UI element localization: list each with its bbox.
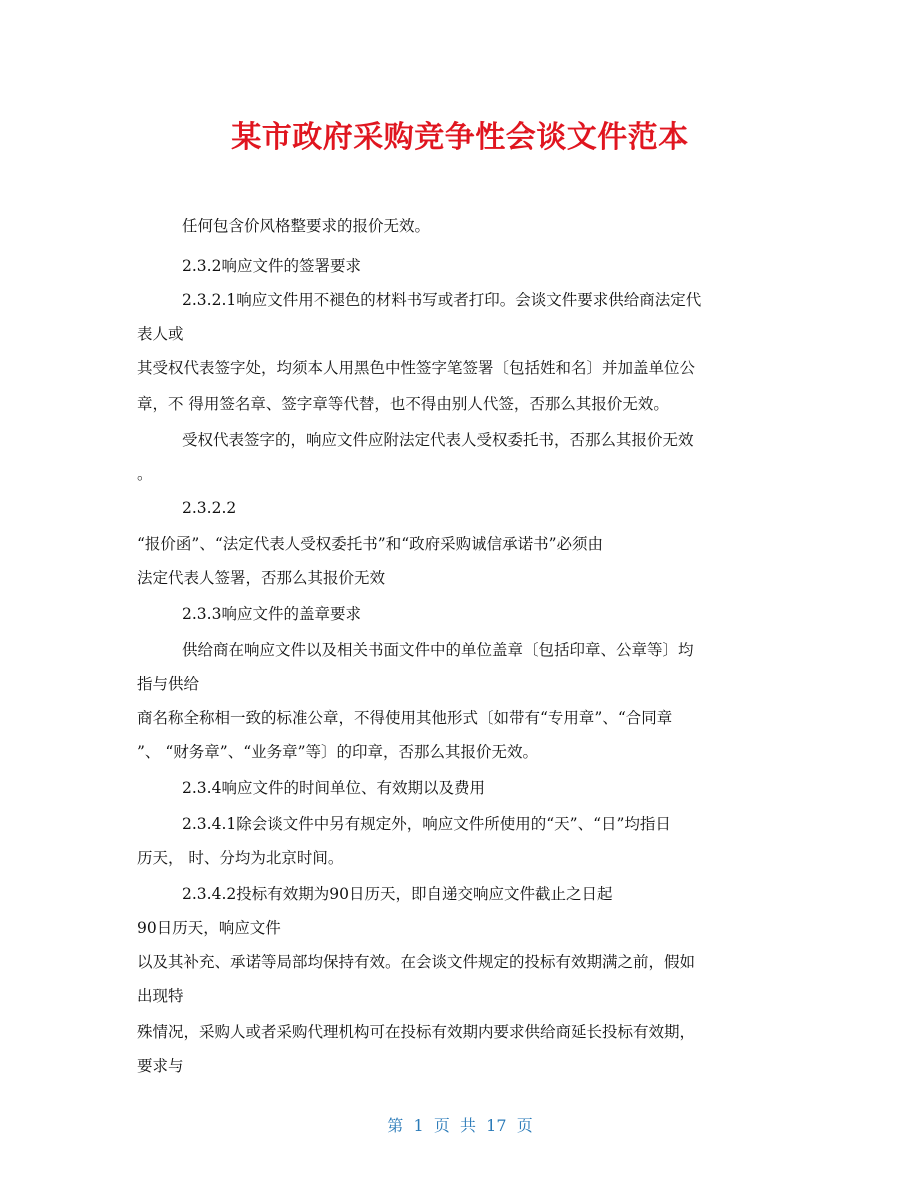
body-line: 表人或 bbox=[137, 325, 184, 343]
body-line: 法定代表人签署，否那么其报价无效 bbox=[137, 569, 386, 587]
body-line: 2.3.3响应文件的盖章要求 bbox=[182, 605, 361, 623]
body-line: 2.3.4.1除会谈文件中另有规定外，响应文件所使用的“天”、“日”均指日 bbox=[182, 815, 671, 833]
body-line: 商名称全称相一致的标准公章，不得使用其他形式〔如带有“专用章”、“合同章 bbox=[137, 709, 673, 727]
body-line: ”、 “财务章”、“业务章”等〕的印章，否那么其报价无效。 bbox=[137, 743, 539, 761]
body-line: 出现特 bbox=[137, 987, 184, 1005]
body-line: 供给商在响应文件以及相关书面文件中的单位盖章〔包括印章、公章等〕均 bbox=[182, 641, 694, 659]
body-line: 要求与 bbox=[137, 1057, 184, 1075]
body-line: 90日历天，响应文件 bbox=[137, 919, 281, 937]
body-line: 2.3.2响应文件的签署要求 bbox=[182, 257, 361, 275]
body-line: 受权代表签字的，响应文件应附法定代表人受权委托书，否那么其报价无效 bbox=[182, 431, 694, 449]
page-number: 第 1 页 共 17 页 bbox=[387, 1116, 533, 1135]
body-line: 章，不 得用签名章、签字章等代替，也不得由别人代签，否那么其报价无效。 bbox=[137, 395, 669, 413]
body-line: 历天， 时、分均为北京时间。 bbox=[137, 849, 344, 867]
body-line: 2.3.4响应文件的时间单位、有效期以及费用 bbox=[182, 779, 485, 797]
body-line: 2.3.2.1响应文件用不褪色的材料书写或者打印。会谈文件要求供给商法定代 bbox=[182, 291, 702, 309]
body-line: “报价函”、“法定代表人受权委托书”和“政府采购诚信承诺书”必须由 bbox=[137, 535, 604, 553]
body-line: 其受权代表签字处，均须本人用黑色中性签字笔签署〔包括姓和名〕并加盖单位公 bbox=[137, 359, 696, 377]
body-line: 指与供给 bbox=[137, 675, 200, 693]
body-line: 以及其补充、承诺等局部均保持有效。在会谈文件规定的投标有效期满之前，假如 bbox=[137, 953, 696, 971]
body-line: 殊情况，采购人或者采购代理机构可在投标有效期内要求供给商延长投标有效期， bbox=[137, 1023, 696, 1041]
body-line: 2.3.2.2 bbox=[182, 499, 237, 517]
document-title: 某市政府采购竞争性会谈文件范本 bbox=[231, 120, 689, 155]
body-line: 。 bbox=[137, 465, 153, 483]
body-line: 任何包含价风格整要求的报价无效。 bbox=[182, 217, 431, 235]
body-line: 2.3.4.2投标有效期为90日历天，即自递交响应文件截止之日起 bbox=[182, 885, 613, 903]
